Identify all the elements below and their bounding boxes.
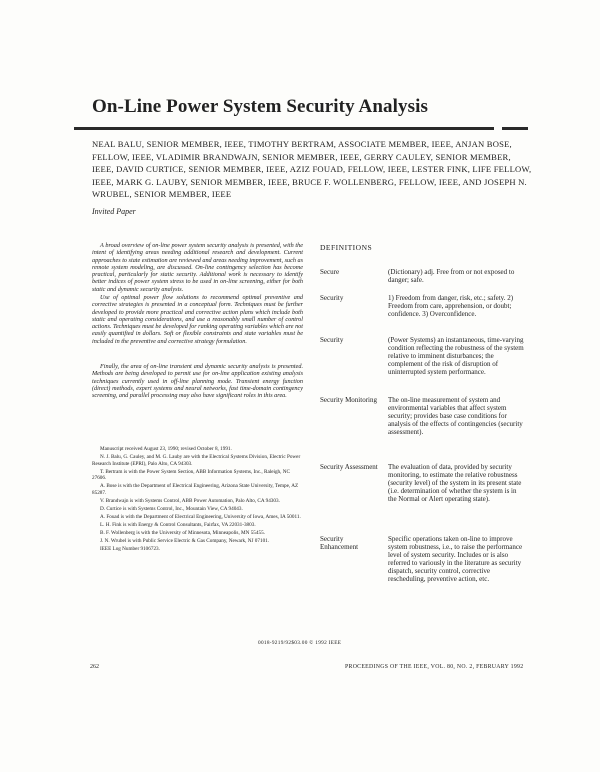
definition-term: Security Assessment [320,463,378,471]
paper-title: On-Line Power System Security Analysis [92,96,428,117]
abstract-paragraph-2: Use of optimal power flow solutions to recommend optimal preventive and corrective strategies is presented in a conceptual form. Techniques must be further developed to provide more practical and corrective action plans which include both static and operating considerations, and use a reasonably small number of control actions. Techniques must be developed for ranking operating variables which are not easily quantified in dollars. Soft or flexible constraints and state variables must be included in the preventive and corrective strategy formulation. [92,294,303,345]
journal-citation: PROCEEDINGS OF THE IEEE, VOL. 80, NO. 2, FEBRUARY 1992 [345,664,524,670]
footnote: L. H. Fink is with Energy & Control Consultants, Fairfax, VA 22031-3803. [100,521,256,528]
paper-type-label: Invited Paper [92,207,136,216]
definition-term: Security Enhancement [320,535,359,552]
definition-text: Specific operations taken on-line to improve system robustness, i.e., to raise the performance level of system security. Includes or is also referred to variously in the literature as security dispatch, security control, corrective rescheduling, preventive action, etc. [388,535,523,584]
footnote: B. F. Wollenberg is with the University of Minnesota, Minneapolis, MN 55455. [100,529,265,536]
definition-text: (Dictionary) adj. Free from or not exposed to danger; safe. [388,268,515,285]
footnote: A. Fouad is with the Department of Electrical Engineering, University of Iowa, Ames, IA 50011. [100,513,301,520]
definition-term: Security [320,336,344,344]
definition-text: The on-line measurement of system and environmental variables that affect system security; provides base case conditions for analysis of the effects of contingencies (security assessment). [388,396,523,437]
header-rule-right [502,127,528,130]
header-rule-left [74,127,494,130]
footnote: A. Bose is with the Department of Electrical Engineering, Arizona State University, Tempe, AZ 85287. [92,483,299,496]
copyright-code: 0018-9219/92$03.00 © 1992 IEEE [258,640,342,646]
definition-text: 1) Freedom from danger, risk, etc.; safety. 2) Freedom from care, apprehension, or doubt; confidence. 3) Overconfidence. [388,294,514,319]
page-number: 262 [90,664,99,670]
footnote: N. J. Balu, G. Cauley, and M. G. Lauby are with the Electrical Systems Division, Electric Power Research Institute (EPRI), Palo Alto, CA 94303. [92,453,301,467]
footnote: V. Brandwajn is with Systems Control, ABB Power Automation, Palo Alto, CA 94303. [100,497,280,504]
footnote: Manuscript received August 23, 1990; revised October 8, 1991. [100,446,232,452]
author-list: NEAL BALU, SENIOR MEMBER, IEEE, TIMOTHY BERTRAM, ASSOCIATE MEMBER, IEEE, ANJAN BOSE, FELLOW, IEEE, VLADIMIR BRANDWAJN, SENIOR MEMBER, IEEE, GERRY CAULEY, SENIOR MEMBER, IEEE, DAVID CURTICE, SENIOR MEMBER, IEEE, AZIZ FOUAD, FELLOW, IEEE, LESTER FINK, LIFE FELLOW, IEEE, MARK G. LAUBY, SENIOR MEMBER, IEEE, BRUCE F. WOLLENBERG, FELLOW, IEEE, AND JOSEPH N. WRUBEL, SENIOR MEMBER, IEEE [92,139,532,200]
definition-text: The evaluation of data, provided by security monitoring, to estimate the relative robustness (security level) of the system in its present state (i.e. determination of whether the system is in the Normal or Alert operating state). [388,463,522,504]
footnotes [92,446,303,554]
footnote: J. N. Wrubel is with Public Service Electric & Gas Company, Newark, NJ 07101. [100,537,270,544]
definition-term: Security Monitoring [320,396,377,404]
abstract-paragraph-1: A broad overview of on-line power system security analysis is presented, with the intent of identifying areas needing additional research and development. Current approaches to state estimation are reviewed and areas needing improvement, such as remote system modeling, are discussed. On-line contingency selection has become practical, particularly for static security. Additional work is necessary to identify better indices of power system stress to be used in on-line screening, either for both static and dynamic security analysis. [92,242,303,293]
definitions-heading: DEFINITIONS [320,243,373,252]
footnote: D. Curtice is with Systems Control, Inc., Mountain View, CA 94043. [100,505,243,512]
footnote: T. Bertram is with the Power System Section, ABB Information Systems, Inc., Raleigh, NC 27606. [92,468,290,482]
abstract-paragraph-3: Finally, the area of on-line transient and dynamic security analysis is presented. Methods are being developed to permit use for on-line application existing analysis techniques currently used in off-line planning mode. Transient energy function (direct) methods, expert systems and neural networks, fast time-domain contingency screening, and parallel processing may also have significant roles in this area. [92,363,303,399]
footnote: IEEE Log Number 9106723. [100,545,160,552]
definition-text: (Power Systems) an instantaneous, time-varying condition reflecting the robustness of the system relative to imminent disturbances; the complement of the risk of disruption of uninterrupted system performance. [388,336,524,377]
definition-term: Secure [320,268,340,276]
definition-term: Security [320,294,344,302]
